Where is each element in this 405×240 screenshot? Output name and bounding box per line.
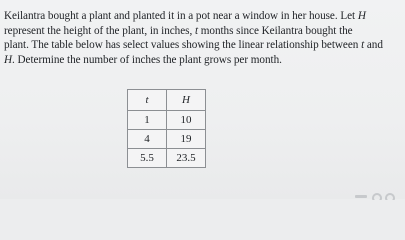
problem-text-segment: plant. The table below has select values showing the linear relationship between: [4, 39, 362, 52]
toolbar-bar-shape: [355, 195, 367, 198]
table-row: [128, 130, 206, 149]
variable-h: H: [4, 53, 13, 66]
problem-line-4: [4, 53, 404, 68]
table-cell-h: 23.5: [167, 149, 206, 168]
variable-t: t: [361, 39, 365, 52]
problem-statement: [4, 9, 404, 67]
toolbar-circle-shape: [386, 194, 394, 200]
problem-text-segment: months since Keilantra bought the: [198, 24, 353, 37]
problem-line-3: [4, 38, 404, 53]
variable-t: t: [194, 24, 198, 37]
table-cell-h: 10: [167, 111, 206, 130]
table-header-t: t: [128, 90, 167, 111]
toolbar-circle-shape: [373, 194, 381, 200]
table-cell-t: 4: [128, 130, 167, 149]
table-header-row: [128, 90, 206, 111]
values-table: [127, 89, 206, 168]
variable-h: H: [357, 10, 366, 22]
table-cell-t: 5.5: [128, 149, 167, 168]
partial-toolbar-icon[interactable]: [355, 190, 399, 200]
table-cell-t: 1: [128, 111, 167, 130]
table-row: [128, 149, 206, 168]
table-cell-h: 19: [167, 130, 206, 149]
problem-line-2: [4, 24, 404, 39]
problem-line-1: [4, 9, 404, 24]
problem-text-segment: Keilantra bought a plant and planted it in a pot near a window in her house. Let: [4, 10, 358, 22]
problem-text-segment: represent the height of the plant, in inches,: [4, 24, 195, 37]
problem-text-segment: and: [364, 39, 383, 52]
table-header-h: H: [167, 90, 206, 111]
problem-text-segment: . Determine the number of inches the plant grows per month.: [12, 53, 282, 66]
table-row: [128, 111, 206, 130]
